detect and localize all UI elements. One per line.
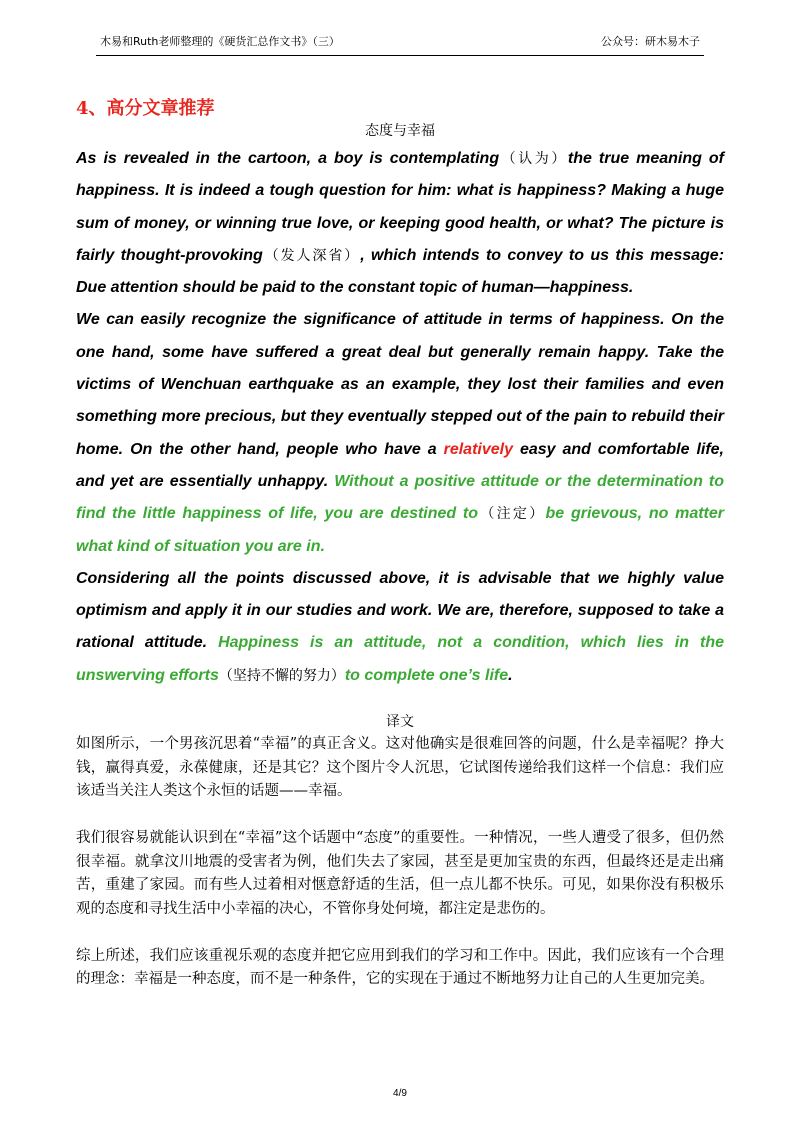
essay-text: Considering all the points discussed above, it is advisable that we highly value optimism and apply it in our studies and work. We are, therefore, supposed to take a rational attitude.: [76, 569, 724, 652]
page-number: 4/9: [393, 1088, 407, 1099]
translation-body: [76, 733, 724, 1015]
chinese-note: （坚持不懈的努力）: [218, 667, 345, 684]
translation-paragraph-2: 我们很容易就能认识到在“幸福”这个话题中“态度”的重要性。一种情况，一些人遭受了很多，但仍然很幸福。就拿汶川地震的受害者为例，他们失去了家园，甚至是更加宝贵的东西，但最终还是走出痛苦，重建了家园。而有些人过着相对惬意舒适的生活，但一点儿都不快乐。可见，如果你没有积极乐观的态度和寻找生活中小幸福的决心，不管你身处何境，都注定是悲伤的。: [76, 830, 724, 917]
essay-body: [76, 143, 724, 692]
essay-text: We can easily recognize the significance of attitude in terms of happiness. On the one hand, some have suffered a great deal but generally remain happy. Take the victims of Wenchuan earthquake as an example, they lost their families and even something more precious, but they eventually stepped out of the pain to rebuild their home. On the other hand, people who have a: [76, 311, 724, 458]
essay-paragraph-3: [76, 563, 724, 692]
essay-text: , which intends to convey to us this message: Due attention should be paid to the constant topic of human—happiness.: [76, 246, 725, 297]
highlight-green: be grievous, no matter what kind of situation you are in.: [76, 505, 725, 555]
essay-text: the true meaning of happiness. It is indeed a tough question for him: what is happiness? Making a huge sum of money, or winning true love, or keeping good health, or what? The picture is fairly thought-provoking: [76, 150, 725, 264]
translation-paragraph-3: 综上所述，我们应该重视乐观的态度并把它应用到我们的学习和工作中。因此，我们应该有一个合理的理念：幸福是一种态度，而不是一种条件，它的实现在于通过不断地努力让自己的人生更加完美。: [76, 947, 724, 987]
section-title: 4、高分文章推荐: [76, 98, 215, 119]
essay-text: As is revealed in the cartoon, a boy is contemplating: [76, 150, 500, 167]
essay-text: .: [508, 666, 513, 684]
page-header: [100, 34, 700, 50]
essay-paragraph-2: [76, 304, 724, 562]
essay-title: 态度与幸福: [365, 123, 435, 139]
essay-text: easy and comfortable life, and yet are essentially unhappy.: [76, 440, 725, 490]
essay-paragraph-1: [76, 143, 724, 304]
translation-paragraph-1: 如图所示，一个男孩沉思着“幸福”的真正含义。这对他确实是很难回答的问题，什么是幸福呢？挣大钱，赢得真爱，永葆健康，还是其它？这个图片令人沉思，它试图传递给我们这样一个信息：我们应该适当关注人类这个永恒的话题——幸福。: [76, 736, 724, 799]
highlight-green: to complete one’s life: [344, 666, 509, 684]
chinese-note: （认为）: [499, 151, 568, 167]
highlight-green: Without a positive attitude or the determination to find the little happiness of life, you are destined to: [76, 472, 724, 523]
translation-title: 译文: [386, 714, 414, 730]
header-left-text: 木易和Ruth老师整理的《硬货汇总作文书》（三）: [100, 35, 340, 48]
header-divider: [96, 55, 704, 56]
header-right-text: 公众号：研木易木子: [601, 35, 700, 48]
highlight-red: relatively: [443, 440, 513, 458]
highlight-green: Happiness is an attitude, not a condition, which lies in the unswerving efforts: [76, 634, 724, 684]
chinese-note: （发人深省）: [262, 247, 361, 264]
chinese-note: （注定）: [478, 506, 546, 523]
